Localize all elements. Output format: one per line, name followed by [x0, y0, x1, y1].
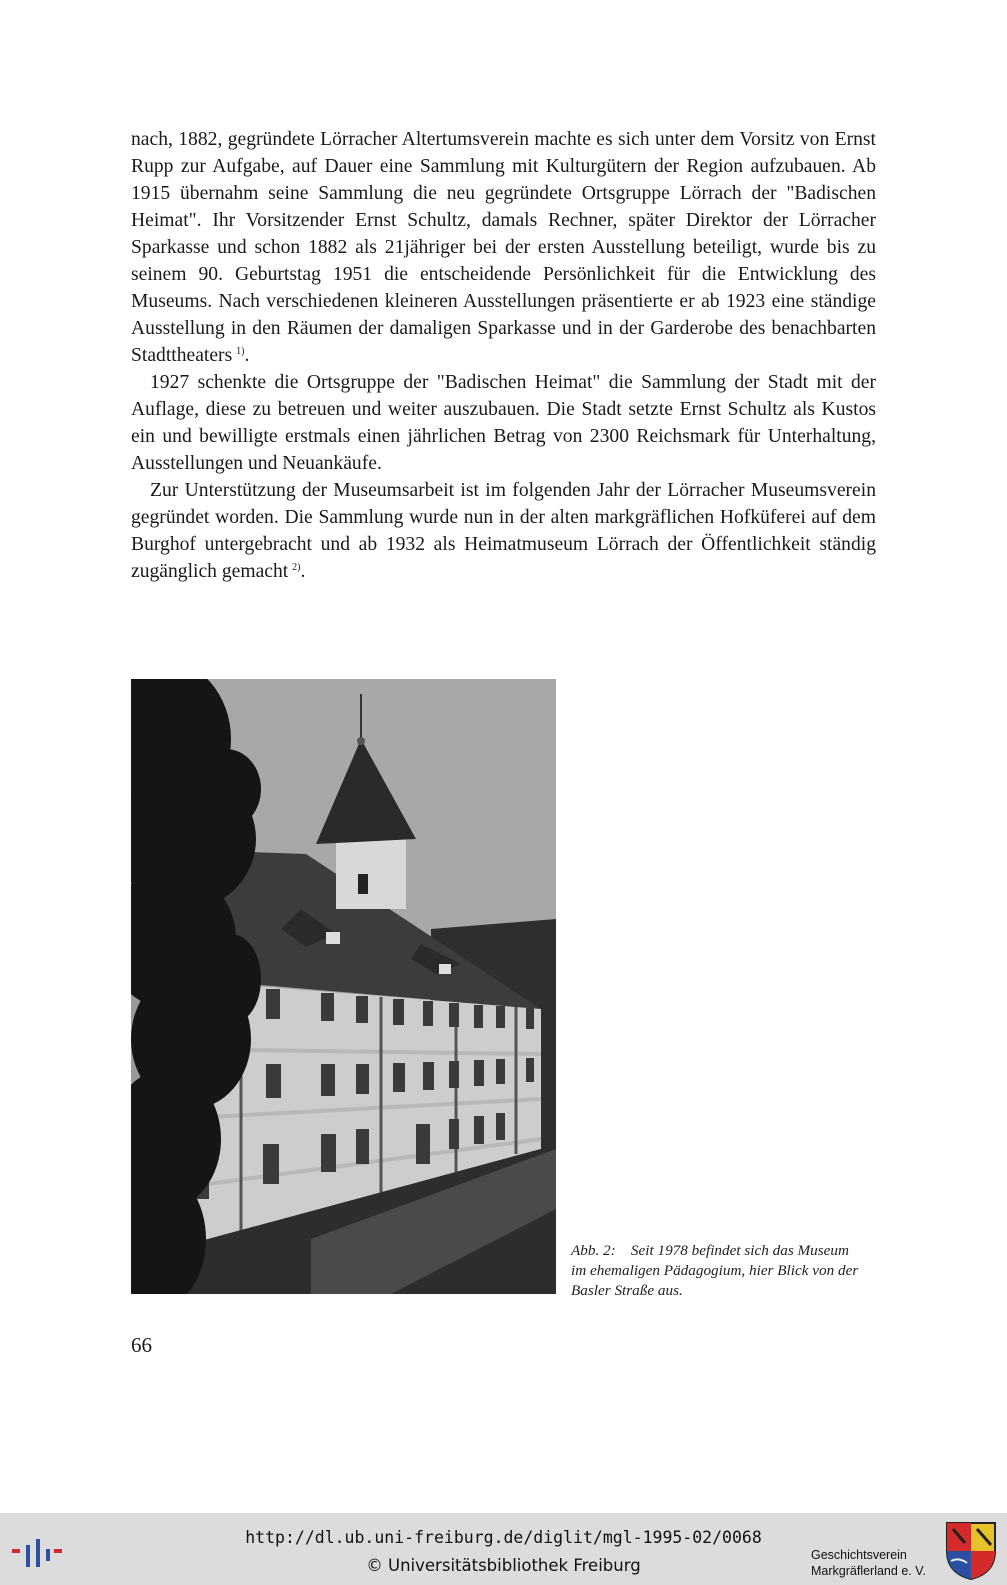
footnote-ref-2[interactable]: 2) [292, 562, 301, 573]
footer-bar [0, 1513, 1007, 1585]
society-name: Geschichtsverein Markgräflerland e. V. [811, 1548, 926, 1578]
page-number: 66 [131, 1333, 152, 1357]
paragraph-2: 1927 schenkte die Ortsgruppe der "Badischen Heimat" die Sammlung der Stadt mit der Auflage, diese zu betreuen und weiter auszubauen. Die Stadt setzte Ernst Schultz als Kustos ein und bewilligte erstmals einen jährlichen Betrag von 2300 Reichsmark für Unterhaltung, Ausstellungen und Neuankäufe. [131, 372, 876, 474]
paragraph-3: Zur Unterstützung der Museumsarbeit ist im folgenden Jahr der Lörracher Museumsverein gegründet worden. Die Sammlung wurde nun in der alten markgräflichen Hofküferei auf dem Burghof untergebracht und ab 1932 als Heimatmuseum Lörrach der Öffentlichkeit ständig zugänglich gemacht $^{2)}$. [131, 480, 876, 582]
museum-photo [131, 679, 556, 1294]
coat-of-arms-icon [945, 1521, 997, 1581]
permalink-url[interactable]: http://dl.ub.uni-freiburg.de/diglit/mgl-1995-02/0068 [245, 1528, 762, 1547]
caption-label: Abb. 2: [571, 1242, 616, 1259]
caption-text: Seit 1978 befindet sich das Museum im ehemaligen Pädagogium, hier Blick von der Basler Straße aus. [571, 1242, 859, 1299]
paragraph-1: nach, 1882, gegründete Lörracher Altertumsverein machte es sich unter dem Vorsitz von Ernst Rupp zur Aufgabe, auf Dauer eine Sammlung mit Kulturgütern der Region aufzubauen. Ab 1915 übernahm seine Sammlung die neu gegründete Ortsgruppe Lörrach der "Badischen Heimat". Ihr Vorsitzender Ernst Schultz, damals Rechner, später Direktor der Lörracher Sparkasse und schon 1882 als 21jähriger bei der ersten Ausstellung beteiligt, wurde bis zu seinem 90. Geburtstag 1951 die entscheidende Persönlichkeit für die Entwicklung des Museums. Nach verschiedenen kleineren Ausstellungen präsentierte er ab 1923 eine ständige Ausstellung in den Räumen der damaligen Sparkasse und in der Garderobe des benachbarten Stadttheaters $^{1)}$. [131, 129, 876, 366]
body-text [131, 126, 876, 585]
footnote-ref-1[interactable]: 1) [236, 346, 245, 357]
figure-caption [571, 1241, 861, 1301]
copyright-notice: © Universitätsbibliothek Freiburg [366, 1556, 641, 1575]
